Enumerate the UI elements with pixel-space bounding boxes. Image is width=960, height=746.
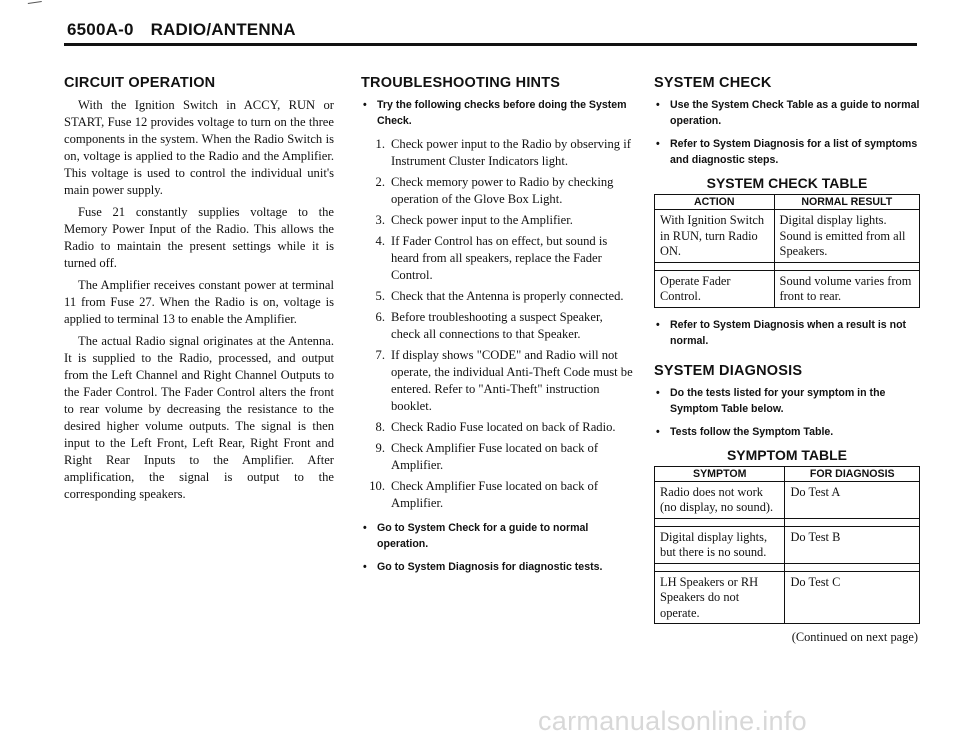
system-check-note-list [654,317,920,349]
step-text: Check Radio Fuse located on back of Radio. [391,420,616,434]
table-header-row [655,195,920,210]
table-cell: Sound volume varies from front to rear. [774,270,919,307]
table-cell: Do Test C [785,571,920,624]
troubleshooting-intro-list [361,97,633,129]
step-item: 1. Check power input to the Radio by observing if Instrument Cluster Indicators light. [361,136,633,170]
symptom-table [654,466,920,625]
troubleshooting-outro-list [361,520,633,575]
table-row-gap [655,563,920,571]
step-item: 5. Check that the Antenna is properly connected. [361,288,633,305]
system-diagnosis-heading: SYSTEM DIAGNOSIS [654,362,803,379]
system-check-heading: SYSTEM CHECK [654,75,772,91]
step-item: 9. Check Amplifier Fuse located on back of Amplifier. [361,440,633,474]
system-check-note: • Refer to System Diagnosis when a result is not normal. [654,317,920,349]
table-cell: Digital display lights. Sound is emitted from all Speakers. [774,210,919,263]
table-cell: Radio does not work (no display, no sound). [655,481,785,518]
table-cell: Do Test A [785,481,920,518]
column-header-action: ACTION [655,195,775,210]
step-text: If Fader Control has on effect, but sound is heard from all speakers, replace the Fader Control. [391,234,608,282]
step-text: Check Amplifier Fuse located on back of Amplifier. [391,441,599,472]
step-text: Check power input to the Amplifier. [391,213,573,227]
table-cell: Digital display lights, but there is no sound. [655,526,785,563]
table-row [655,571,920,624]
system-check-bullet: • Refer to System Diagnosis for a list of symptoms and diagnostic steps. [654,136,920,168]
symptom-table-title: SYMPTOM TABLE [726,446,848,463]
table-cell: Operate Fader Control. [655,270,775,307]
system-check-bullets [654,97,920,168]
step-item: 6. Before troubleshooting a suspect Speaker, check all connections to that Speaker. [361,309,633,343]
step-item: 8. Check Radio Fuse located on back of Radio. [361,419,633,436]
column-header-symptom: SYMPTOM [655,466,785,481]
step-text: Check power input to the Radio by observing if Instrument Cluster Indicators light. [391,137,631,168]
system-diagnosis-bullet: • Do the tests listed for your symptom in the Symptom Table below. [654,385,920,417]
circuit-operation-heading: CIRCUIT OPERATION [64,75,216,91]
troubleshooting-intro: • Try the following checks before doing the System Check. [361,97,633,129]
table-row-gap [655,518,920,526]
step-item: 2. Check memory power to Radio by checking operation of the Glove Box Light. [361,174,633,208]
system-diagnosis-bullets [654,385,920,440]
step-text: Check memory power to Radio by checking operation of the Glove Box Light. [391,175,614,206]
table-row [655,481,920,518]
table-row [655,270,920,307]
step-text: If display shows "CODE" and Radio will not operate, the individual Anti-Theft Code must be entered. Refer to "Anti-Theft" instruction booklet. [391,348,633,413]
continued-note: (Continued on next page) [791,630,918,644]
system-check-bullet: • Use the System Check Table as a guide to normal operation. [654,97,920,129]
circuit-paragraph: Fuse 21 constantly supplies voltage to the Memory Power Input of the Radio. This allows the Radio to maintain the present settings while it is turned off. [64,205,334,270]
circuit-operation-column [64,75,334,508]
table-row [655,210,920,263]
troubleshooting-outro-item: • Go to System Check for a guide to normal operation. [361,520,633,552]
step-item: 4. If Fader Control has on effect, but sound is heard from all speakers, replace the Fader Control. [361,233,633,284]
column-header-for-diagnosis: FOR DIAGNOSIS [785,466,920,481]
step-text: Check Amplifier Fuse located on back of Amplifier. [391,479,599,510]
table-header-row [655,466,920,481]
column-header-normal-result: NORMAL RESULT [774,195,919,210]
system-check-table-title: SYSTEM CHECK TABLE [706,175,868,191]
troubleshooting-heading: TROUBLESHOOTING HINTS [361,75,561,91]
table-cell: With Ignition Switch in RUN, turn Radio ON. [655,210,775,263]
circuit-paragraph: With the Ignition Switch in ACCY, RUN or START, Fuse 12 provides voltage to turn on the three components in the system. When the Radio Switch is on, voltage is applied to the Radio and the Amplifier. This voltage is used to control the individual unit's main power supply. [64,98,334,197]
table-cell: Do Test B [785,526,920,563]
circuit-paragraph: The Amplifier receives constant power at terminal 11 from Fuse 27. When the Radio is on, voltage is applied to terminal 13 to enable the Amplifier. [64,278,334,326]
table-row-gap [655,262,920,270]
circuit-paragraph: The actual Radio signal originates at the Antenna. It is supplied to the Radio, processed, and output from the Left Channel and Right Channel Outputs to the Fader Control. The Fader Control alters the front to rear volume by decreasing the resistance to the desired higher volume outputs. The signal is then input to the Left Front, Left Rear, Right Front and Right Rear Inputs to the Amplifier. After amplification, the signal is output to the corresponding speakers. [64,334,334,501]
step-text: Check that the Antenna is properly connected. [391,289,624,303]
watermark: carmanualsonline.info [538,706,807,736]
troubleshooting-steps [361,136,633,512]
step-item: 3. Check power input to the Amplifier. [361,212,633,229]
system-check-table [654,194,920,308]
corner-mark [28,1,42,7]
section-code: 6500A-0 [67,20,134,39]
step-item: 10. Check Amplifier Fuse located on back of Amplifier. [361,478,633,512]
troubleshooting-outro-item: • Go to System Diagnosis for diagnostic tests. [361,559,633,575]
table-row [655,526,920,563]
step-text: Before troubleshooting a suspect Speaker, check all connections to that Speaker. [391,310,603,341]
system-check-column [654,75,920,645]
system-diagnosis-bullet: • Tests follow the Symptom Table. [654,424,920,440]
step-item: 7. If display shows "CODE" and Radio will not operate, the individual Anti-Theft Code must be entered. Refer to "Anti-Theft" instruction booklet. [375,348,633,413]
section-title: RADIO/ANTENNA [150,20,296,39]
header-rule [64,43,917,46]
page-header [67,20,296,40]
troubleshooting-column [361,75,633,582]
table-cell: LH Speakers or RH Speakers do not operate. [655,571,785,624]
